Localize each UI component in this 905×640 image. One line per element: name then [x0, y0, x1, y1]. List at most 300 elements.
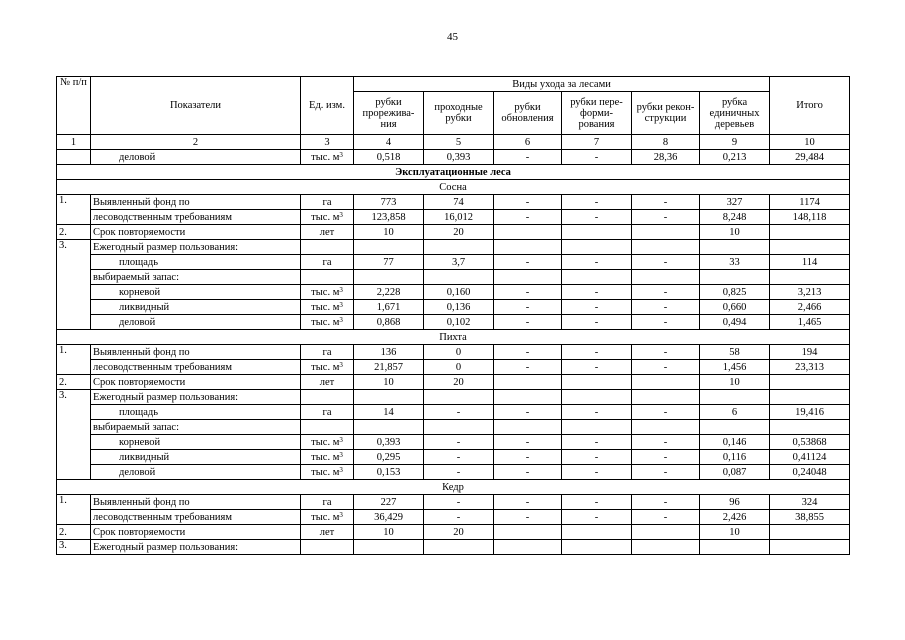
value-cell-text: 74	[453, 196, 464, 208]
table-row	[57, 240, 850, 255]
empty-cell	[494, 390, 562, 405]
superscript: 3	[339, 450, 343, 459]
value-cell	[424, 225, 494, 240]
table-row	[57, 405, 850, 420]
empty-cell	[562, 540, 632, 555]
value-cell	[770, 525, 850, 540]
value-cell-text: 10	[729, 226, 740, 238]
value-cell-text: -	[594, 466, 599, 478]
header-unit: Ед. изм.	[301, 77, 354, 135]
row-number	[57, 225, 91, 240]
value-cell-text: -	[663, 316, 668, 328]
empty-cell	[424, 390, 494, 405]
value-cell	[562, 525, 632, 540]
empty-cell	[301, 240, 354, 255]
table-row	[57, 420, 850, 435]
value-cell	[562, 360, 632, 375]
value-cell-text: 19,416	[795, 406, 824, 418]
column-number	[354, 135, 424, 150]
value-cell	[770, 345, 850, 360]
value-cell	[562, 315, 632, 330]
column-number	[700, 135, 770, 150]
value-cell-text: 0	[455, 361, 462, 373]
unit-cell-text: тыс. м	[311, 466, 340, 478]
unit-cell	[301, 285, 354, 300]
value-cell-text: 14	[383, 406, 394, 418]
value-cell	[562, 465, 632, 480]
empty-cell	[632, 420, 700, 435]
value-cell-text: 2,228	[376, 286, 401, 298]
value-cell-text: 10	[729, 376, 740, 388]
row-label-text: Срок повторяемости	[93, 226, 186, 238]
value-cell	[770, 435, 850, 450]
value-cell	[632, 225, 700, 240]
value-cell	[494, 525, 562, 540]
table-row	[57, 390, 850, 405]
empty-cell	[700, 270, 770, 285]
value-cell	[562, 195, 632, 210]
value-cell	[354, 195, 424, 210]
value-cell-text: 0,102	[446, 316, 471, 328]
value-cell-text: 2,466	[797, 301, 822, 313]
row-label	[91, 285, 301, 300]
unit-cell-text: тыс. м	[311, 511, 340, 523]
value-cell-text: -	[594, 151, 599, 163]
row-label-text: Срок повторяемости	[93, 376, 186, 388]
value-cell	[354, 375, 424, 390]
value-cell-text: -	[525, 286, 530, 298]
value-cell-text: -	[663, 196, 668, 208]
value-cell	[562, 285, 632, 300]
table-row	[57, 225, 850, 240]
value-cell-text: 21,857	[374, 361, 403, 373]
value-cell	[700, 285, 770, 300]
value-cell-text: 0,116	[722, 451, 747, 463]
value-cell-text: 114	[801, 256, 818, 268]
empty-cell	[700, 420, 770, 435]
empty-cell	[424, 240, 494, 255]
value-cell	[354, 435, 424, 450]
value-cell	[632, 315, 700, 330]
unit-cell-text: га	[322, 196, 332, 208]
value-cell-text: -	[456, 511, 461, 523]
empty-cell	[700, 390, 770, 405]
unit-cell-text: га	[322, 256, 332, 268]
empty-cell	[700, 240, 770, 255]
column-number-text: 3	[324, 136, 330, 148]
row-number	[57, 540, 91, 555]
column-number-text: 6	[524, 136, 531, 148]
value-cell	[562, 375, 632, 390]
value-cell	[494, 510, 562, 525]
unit-cell	[301, 375, 354, 390]
value-cell-text: 148,118	[792, 211, 827, 223]
value-cell	[424, 405, 494, 420]
value-cell-text: 0,825	[722, 286, 747, 298]
row-number-text: 3.	[59, 390, 67, 401]
empty-cell	[770, 240, 850, 255]
value-cell-text: 227	[380, 496, 397, 508]
table-row	[57, 465, 850, 480]
value-cell	[700, 495, 770, 510]
header-care-type: рубка единичных деревьев	[700, 92, 770, 135]
value-cell	[700, 525, 770, 540]
value-cell	[354, 405, 424, 420]
value-cell-text: -	[663, 256, 668, 268]
row-label	[91, 270, 301, 285]
empty-cell	[700, 540, 770, 555]
value-cell-text: 16,012	[444, 211, 473, 223]
value-cell	[424, 345, 494, 360]
unit-cell-text: лет	[319, 526, 335, 538]
empty-cell	[301, 540, 354, 555]
value-cell-text: 2,426	[722, 511, 747, 523]
value-cell-text: -	[456, 436, 461, 448]
value-cell	[424, 195, 494, 210]
row-label	[91, 225, 301, 240]
value-cell-text: -	[594, 511, 599, 523]
table-row	[57, 360, 850, 375]
value-cell	[424, 450, 494, 465]
column-number	[91, 135, 301, 150]
empty-cell	[770, 540, 850, 555]
value-cell	[770, 450, 850, 465]
value-cell	[632, 360, 700, 375]
value-cell	[354, 225, 424, 240]
value-cell	[494, 435, 562, 450]
value-cell	[632, 285, 700, 300]
table-row	[57, 510, 850, 525]
value-cell-text: 0,41124	[792, 451, 827, 463]
value-cell-text: 1,465	[797, 316, 822, 328]
value-cell-text: 20	[453, 226, 464, 238]
value-cell	[700, 345, 770, 360]
value-cell	[354, 450, 424, 465]
value-cell-text: -	[525, 256, 530, 268]
empty-cell	[770, 390, 850, 405]
superscript: 3	[339, 435, 343, 444]
column-numbers-row	[57, 135, 850, 150]
table-row	[57, 255, 850, 270]
forest-care-table	[56, 76, 850, 555]
value-cell-text: -	[663, 346, 668, 358]
table-row	[57, 150, 850, 165]
value-cell-text: -	[663, 211, 668, 223]
column-number	[562, 135, 632, 150]
value-cell-text: -	[594, 346, 599, 358]
value-cell-text: -	[663, 361, 668, 373]
value-cell-text: 28,36	[653, 151, 678, 163]
value-cell-text: -	[456, 466, 461, 478]
value-cell-text: 10	[383, 376, 394, 388]
superscript: 3	[339, 300, 343, 309]
value-cell-text: -	[594, 286, 599, 298]
value-cell	[494, 285, 562, 300]
value-cell	[562, 210, 632, 225]
value-cell-text: -	[456, 406, 461, 418]
unit-cell	[301, 525, 354, 540]
superscript: 3	[339, 360, 343, 369]
value-cell	[700, 300, 770, 315]
value-cell	[770, 210, 850, 225]
unit-cell	[301, 225, 354, 240]
value-cell-text: 1,671	[376, 301, 401, 313]
value-cell-text: 58	[729, 346, 740, 358]
value-cell	[770, 360, 850, 375]
value-cell-text: -	[594, 496, 599, 508]
value-cell	[494, 495, 562, 510]
value-cell-text: -	[663, 301, 668, 313]
header-care-type: рубки обновления	[494, 92, 562, 135]
value-cell	[770, 225, 850, 240]
row-number	[57, 525, 91, 540]
table-row	[57, 540, 850, 555]
row-label	[91, 210, 301, 225]
unit-cell	[301, 435, 354, 450]
page-number: 45	[447, 31, 458, 43]
value-cell	[354, 360, 424, 375]
row-number-text: 2.	[59, 226, 67, 238]
value-cell	[424, 300, 494, 315]
value-cell-text: 324	[801, 496, 818, 508]
value-cell	[770, 315, 850, 330]
empty-cell	[562, 240, 632, 255]
row-label-text: ликвидный	[119, 451, 170, 463]
header-row	[57, 77, 850, 92]
empty-cell	[494, 240, 562, 255]
value-cell	[354, 465, 424, 480]
value-cell-text: -	[663, 451, 668, 463]
column-number	[301, 135, 354, 150]
value-cell-text: 10	[383, 526, 394, 538]
column-number-text: 9	[731, 136, 738, 148]
column-number	[494, 135, 562, 150]
value-cell-text: -	[525, 406, 530, 418]
table-row	[57, 300, 850, 315]
value-cell	[700, 255, 770, 270]
unit-cell-text: тыс. м	[311, 316, 340, 328]
value-cell-text: -	[594, 211, 599, 223]
value-cell	[562, 150, 632, 165]
value-cell	[632, 405, 700, 420]
value-cell	[562, 435, 632, 450]
value-cell	[770, 255, 850, 270]
empty-cell	[632, 240, 700, 255]
value-cell-text: -	[525, 451, 530, 463]
row-number-text: 2.	[59, 526, 67, 538]
empty-cell	[424, 420, 494, 435]
column-number-text: 10	[804, 136, 815, 148]
value-cell-text: -	[525, 361, 530, 373]
empty-cell	[632, 540, 700, 555]
value-cell	[424, 210, 494, 225]
empty-cell	[494, 540, 562, 555]
row-number-text: 1.	[59, 195, 67, 206]
value-cell-text: 0,160	[446, 286, 471, 298]
unit-cell-text: тыс. м	[311, 301, 340, 313]
value-cell-text: 3,7	[451, 256, 466, 268]
row-label-text: лесоводственным требованиям	[93, 211, 233, 223]
value-cell	[632, 345, 700, 360]
species-title-text: Кедр	[442, 481, 464, 493]
value-cell	[562, 405, 632, 420]
empty-cell	[562, 390, 632, 405]
species-title-row	[57, 330, 850, 345]
row-label	[91, 195, 301, 210]
value-cell-text: -	[663, 286, 668, 298]
value-cell	[632, 510, 700, 525]
header-care-type: рубки прорежива-ния	[354, 92, 424, 135]
value-cell-text: 10	[729, 526, 740, 538]
unit-cell	[301, 465, 354, 480]
column-number-text: 7	[593, 136, 600, 148]
value-cell-text: -	[594, 301, 599, 313]
value-cell	[354, 495, 424, 510]
value-cell	[562, 345, 632, 360]
unit-cell-text: га	[322, 406, 332, 418]
value-cell	[494, 405, 562, 420]
value-cell	[700, 360, 770, 375]
superscript: 3	[339, 315, 343, 324]
table-row	[57, 450, 850, 465]
value-cell-text: 0,393	[376, 436, 401, 448]
table-cell	[57, 150, 91, 165]
row-label-text: площадь	[119, 406, 158, 418]
value-cell-text: 77	[383, 256, 394, 268]
value-cell	[562, 495, 632, 510]
column-number	[770, 135, 850, 150]
row-label	[91, 375, 301, 390]
value-cell	[700, 225, 770, 240]
species-title-row	[57, 480, 850, 495]
value-cell-text: 0,868	[376, 316, 401, 328]
value-cell-text: -	[663, 496, 668, 508]
value-cell-text: -	[594, 361, 599, 373]
unit-cell-text: тыс. м	[311, 451, 340, 463]
value-cell	[770, 465, 850, 480]
value-cell-text: 96	[729, 496, 740, 508]
unit-cell-text: тыс. м	[311, 211, 340, 223]
value-cell-text: 1,456	[722, 361, 747, 373]
value-cell-text: 0,660	[722, 301, 747, 313]
row-label	[91, 540, 301, 555]
row-number-text: 3.	[59, 540, 67, 551]
value-cell	[700, 510, 770, 525]
empty-cell	[562, 270, 632, 285]
value-cell-text: -	[525, 436, 530, 448]
value-cell	[494, 465, 562, 480]
value-cell	[700, 315, 770, 330]
value-cell	[494, 150, 562, 165]
value-cell-text: -	[594, 406, 599, 418]
row-label-text: корневой	[119, 286, 161, 298]
value-cell-text: -	[525, 301, 530, 313]
value-cell	[354, 285, 424, 300]
table-row	[57, 345, 850, 360]
value-cell-text: 33	[729, 256, 740, 268]
table-row	[57, 525, 850, 540]
value-cell	[494, 210, 562, 225]
value-cell	[354, 525, 424, 540]
row-number-text: 1.	[59, 495, 67, 506]
empty-cell	[354, 270, 424, 285]
value-cell-text: -	[663, 406, 668, 418]
empty-cell	[770, 420, 850, 435]
header-care-type: рубки рекон-струкции	[632, 92, 700, 135]
row-label	[91, 435, 301, 450]
row-label-text: площадь	[119, 256, 158, 268]
row-label-text: деловой	[119, 316, 156, 328]
value-cell	[494, 195, 562, 210]
value-cell-text: -	[594, 316, 599, 328]
value-cell-text: -	[594, 436, 599, 448]
value-cell-text: -	[594, 196, 599, 208]
value-cell	[770, 510, 850, 525]
empty-cell	[354, 240, 424, 255]
value-cell	[632, 495, 700, 510]
unit-cell-text: тыс. м	[311, 361, 340, 373]
row-label-text: Выявленный фонд по	[93, 196, 190, 208]
unit-cell	[301, 210, 354, 225]
value-cell-text: 10	[383, 226, 394, 238]
row-label	[91, 450, 301, 465]
row-label	[91, 345, 301, 360]
value-cell	[700, 435, 770, 450]
superscript: 3	[339, 285, 343, 294]
value-cell	[562, 450, 632, 465]
unit-cell	[301, 195, 354, 210]
value-cell	[562, 255, 632, 270]
value-cell-text: -	[594, 256, 599, 268]
column-number-text: 5	[455, 136, 462, 148]
value-cell-text: -	[525, 511, 530, 523]
superscript: 3	[339, 465, 343, 474]
value-cell	[632, 450, 700, 465]
value-cell	[700, 450, 770, 465]
value-cell	[632, 465, 700, 480]
value-cell-text: 0,087	[722, 466, 747, 478]
value-cell	[424, 255, 494, 270]
value-cell	[632, 375, 700, 390]
section-title-text: Эксплуатационные леса	[395, 166, 511, 178]
value-cell-text: 23,313	[795, 361, 824, 373]
header-total: Итого	[770, 77, 850, 135]
value-cell	[494, 255, 562, 270]
row-number	[57, 345, 91, 375]
empty-cell	[632, 270, 700, 285]
value-cell	[424, 375, 494, 390]
value-cell	[424, 150, 494, 165]
row-label-text: Ежегодный размер пользования:	[93, 391, 239, 403]
unit-cell	[301, 300, 354, 315]
unit-cell	[301, 315, 354, 330]
unit-cell	[301, 255, 354, 270]
row-number	[57, 375, 91, 390]
unit-cell	[301, 150, 354, 165]
empty-cell	[424, 540, 494, 555]
row-label-text: ликвидный	[119, 301, 170, 313]
column-number-text: 1	[70, 136, 77, 148]
value-cell	[494, 225, 562, 240]
value-cell	[770, 405, 850, 420]
value-cell	[424, 495, 494, 510]
value-cell	[354, 255, 424, 270]
value-cell	[424, 285, 494, 300]
row-label	[91, 360, 301, 375]
row-label-text: Выявленный фонд по	[93, 346, 190, 358]
column-number-text: 2	[192, 136, 199, 148]
value-cell-text: -	[525, 496, 530, 508]
